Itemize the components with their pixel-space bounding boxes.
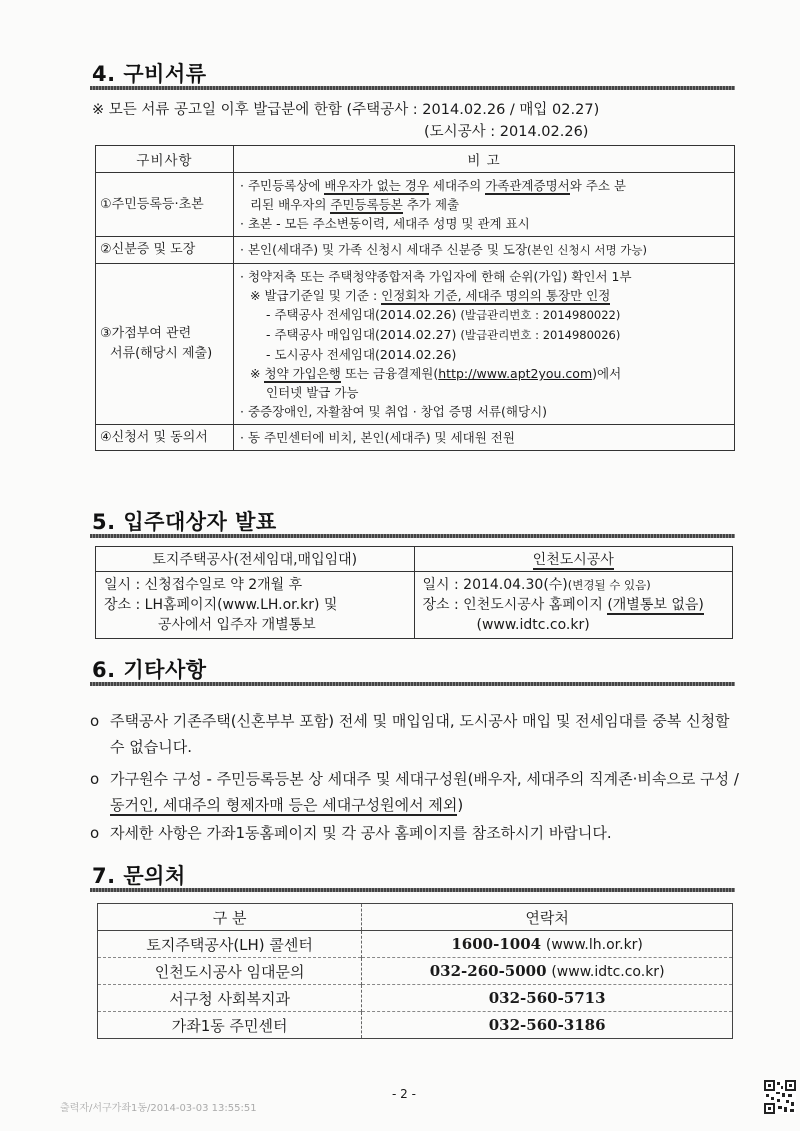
phone-number: 1600-1004 — [451, 935, 542, 953]
underlined-text: (개별통보 없음) — [607, 597, 704, 613]
section4-notice-1: ※ 모든 서류 공고일 이후 발급분에 한함 (주택공사 : 2014.02.26 / 매입 02.27) — [92, 102, 600, 118]
header-category: 구 분 — [98, 904, 362, 931]
contact-name: 서구청 사회복지과 — [98, 985, 362, 1012]
header-item: 구비사항 — [96, 146, 234, 173]
table-row — [98, 931, 733, 958]
note-bullet — [240, 364, 728, 383]
table-row — [96, 425, 735, 451]
contact-header — [98, 904, 733, 931]
lh-announcement — [96, 572, 415, 639]
section4-title: 4. 구비서류 — [92, 62, 207, 86]
doc-item-bonus-points — [96, 264, 234, 425]
list-text: 주택공사 기존주택(신혼부부 포함) 전세 및 매입임대, 도시공사 매입 및 전세임대를 중복 신청할 수 없습니다. — [110, 712, 730, 756]
print-stamp: 출력자/서구가좌1동/2014-03-03 13:55:51 — [60, 1103, 257, 1114]
note-text: 또는 금융결제원( — [340, 366, 439, 381]
underlined-text: 주민등록등본 — [330, 197, 403, 212]
lh-date: 일시 : 신청접수일로 약 2개월 후 — [104, 577, 303, 593]
documents-table-header — [96, 146, 735, 173]
idtc-date — [423, 575, 725, 595]
section5-rule — [90, 534, 735, 538]
underlined-text: 인정회차 기준, 세대주 명의의 통장만 인정 — [381, 288, 611, 303]
table-row — [98, 985, 733, 1012]
header-note: 비 고 — [234, 146, 735, 173]
note-text: 장소 : 인천도시공사 홈페이지 — [422, 597, 608, 613]
underlined-text: 가족관계증명서 — [485, 178, 570, 193]
note-text: ※ 발급기준일 및 기준 : — [250, 288, 382, 303]
section4-notice-2: (도시공사 : 2014.02.26) — [424, 124, 589, 140]
list-bullet: o — [90, 770, 100, 788]
apt2you-link[interactable]: http://www.apt2you.com — [438, 366, 593, 381]
note-bullet: 인터넷 발급 가능 — [266, 385, 359, 400]
doc-note — [234, 173, 735, 237]
note-bullet: · 동 주민센터에 비치, 본인(세대주) 및 세대원 전원 — [240, 430, 515, 445]
contact-info — [362, 1012, 733, 1039]
phone-number: 032-260-5000 — [429, 962, 547, 980]
note-bullet — [240, 195, 728, 214]
section6-title: 6. 기타사항 — [92, 658, 207, 682]
contact-website: (www.lh.or.kr) — [545, 937, 643, 953]
doc-item-resident-registration: ①주민등록등·초본 — [96, 173, 234, 237]
note-text: - 주택공사 매입임대(2014.02.27) — [266, 327, 457, 342]
contact-table — [97, 903, 733, 1039]
contact-info — [362, 985, 733, 1012]
list-item — [90, 708, 740, 760]
section7-title: 7. 문의처 — [92, 864, 186, 888]
note-text: - 주택공사 전세임대(2014.02.26) — [266, 307, 457, 322]
underlined-text: 배우자가 없는 경우 — [324, 178, 429, 193]
note-small-text: (변경될 수 있음) — [567, 578, 651, 592]
lh-place: 장소 : LH홈페이지(www.LH.or.kr) 및 — [104, 597, 338, 613]
announcement-table — [95, 546, 733, 639]
note-small-text: (발급관리번호 : 2014980026) — [460, 328, 621, 342]
item-line: ③가점부여 관련 — [100, 326, 192, 341]
section7-rule — [90, 888, 735, 892]
header-contact: 연락처 — [362, 904, 733, 931]
phone-number: 032-560-3186 — [488, 1016, 606, 1034]
documents-table — [95, 145, 735, 451]
qr-code-icon — [764, 1080, 796, 1114]
section5-title: 5. 입주대상자 발표 — [92, 510, 277, 534]
note-bullet — [240, 286, 728, 305]
idtc-place — [423, 595, 725, 615]
underlined-text: 동거인, 세대주의 형제자매 등은 세대구성원에서 제외 — [110, 796, 458, 814]
announcement-header — [96, 547, 733, 572]
note-small-text: (본인 신청시 서명 가능) — [527, 243, 647, 257]
contact-website: (www.idtc.co.kr) — [551, 964, 665, 980]
table-row — [96, 264, 735, 425]
lh-place-cont: 공사에서 입주자 개별통보 — [158, 617, 316, 633]
note-text: 와 주소 분 — [569, 178, 626, 193]
idtc-announcement — [414, 572, 733, 639]
doc-item-application-form: ④신청서 및 동의서 — [96, 425, 234, 451]
list-text — [110, 766, 740, 818]
table-row — [96, 572, 733, 639]
note-bullet — [240, 240, 728, 260]
contact-name: 토지주택공사(LH) 콜센터 — [98, 931, 362, 958]
note-text: ) — [457, 796, 464, 814]
note-bullet — [240, 325, 728, 345]
note-text: 일시 : 2014.04.30(수) — [422, 577, 568, 593]
note-text: )에서 — [592, 366, 622, 381]
list-bullet: o — [90, 824, 100, 842]
table-row — [98, 1012, 733, 1039]
phone-number: 032-560-5713 — [488, 989, 606, 1007]
note-text: 세대주의 — [428, 178, 486, 193]
note-bullet: · 중증장애인, 자활참여 및 취업 · 창업 증명 서류(해당시) — [240, 404, 548, 419]
doc-note — [234, 264, 735, 425]
note-text: ※ — [250, 366, 265, 381]
note-bullet: · 청약저축 또는 주택청약종합저축 가입자에 한해 순위(가입) 확인서 1부 — [240, 269, 632, 284]
list-text: 자세한 사항은 가좌1동홈페이지 및 각 공사 홈페이지를 참조하시기 바랍니다. — [110, 824, 612, 842]
doc-item-id-card: ②신분증 및 도장 — [96, 237, 234, 264]
underlined-text: 청약 가입은행 — [264, 366, 341, 381]
page-number: - 2 - — [392, 1087, 416, 1101]
section4-rule — [90, 86, 735, 90]
contact-name: 인천도시공사 임대문의 — [98, 958, 362, 985]
note-text: · 주민등록상에 — [240, 178, 325, 193]
header-lh: 토지주택공사(전세임대,매입임대) — [96, 547, 415, 572]
note-small-text: (발급관리번호 : 2014980022) — [460, 308, 621, 322]
note-text: · 본인(세대주) 및 가족 신청시 세대주 신분증 및 도장 — [240, 242, 528, 257]
contact-info — [362, 931, 733, 958]
table-row — [96, 173, 735, 237]
list-bullet: o — [90, 712, 100, 730]
header-idtc — [414, 547, 733, 572]
table-row — [96, 237, 735, 264]
contact-info — [362, 958, 733, 985]
list-item — [90, 820, 740, 846]
doc-note — [234, 425, 735, 451]
contact-name: 가좌1동 주민센터 — [98, 1012, 362, 1039]
note-text: 추가 제출 — [402, 197, 460, 212]
section6-rule — [90, 682, 735, 686]
note-bullet — [240, 176, 728, 195]
note-text: 가구원수 구성 - 주민등록등본 상 세대주 및 세대구성원(배우자, 세대주의 직계존·비속으로 구성 / — [110, 770, 739, 788]
table-row — [98, 958, 733, 985]
idtc-place-cont: (www.idtc.co.kr) — [476, 617, 590, 633]
note-bullet: - 도시공사 전세임대(2014.02.26) — [266, 347, 457, 362]
note-bullet: · 초본 - 모든 주소변동이력, 세대주 성명 및 관계 표시 — [240, 216, 530, 231]
note-text: 리된 배우자의 — [250, 197, 331, 212]
item-line: 서류(해당시 제출) — [110, 346, 213, 361]
doc-note — [234, 237, 735, 264]
underlined-text: 인천도시공사 — [532, 552, 614, 568]
note-bullet — [240, 305, 728, 325]
list-item — [90, 766, 740, 818]
